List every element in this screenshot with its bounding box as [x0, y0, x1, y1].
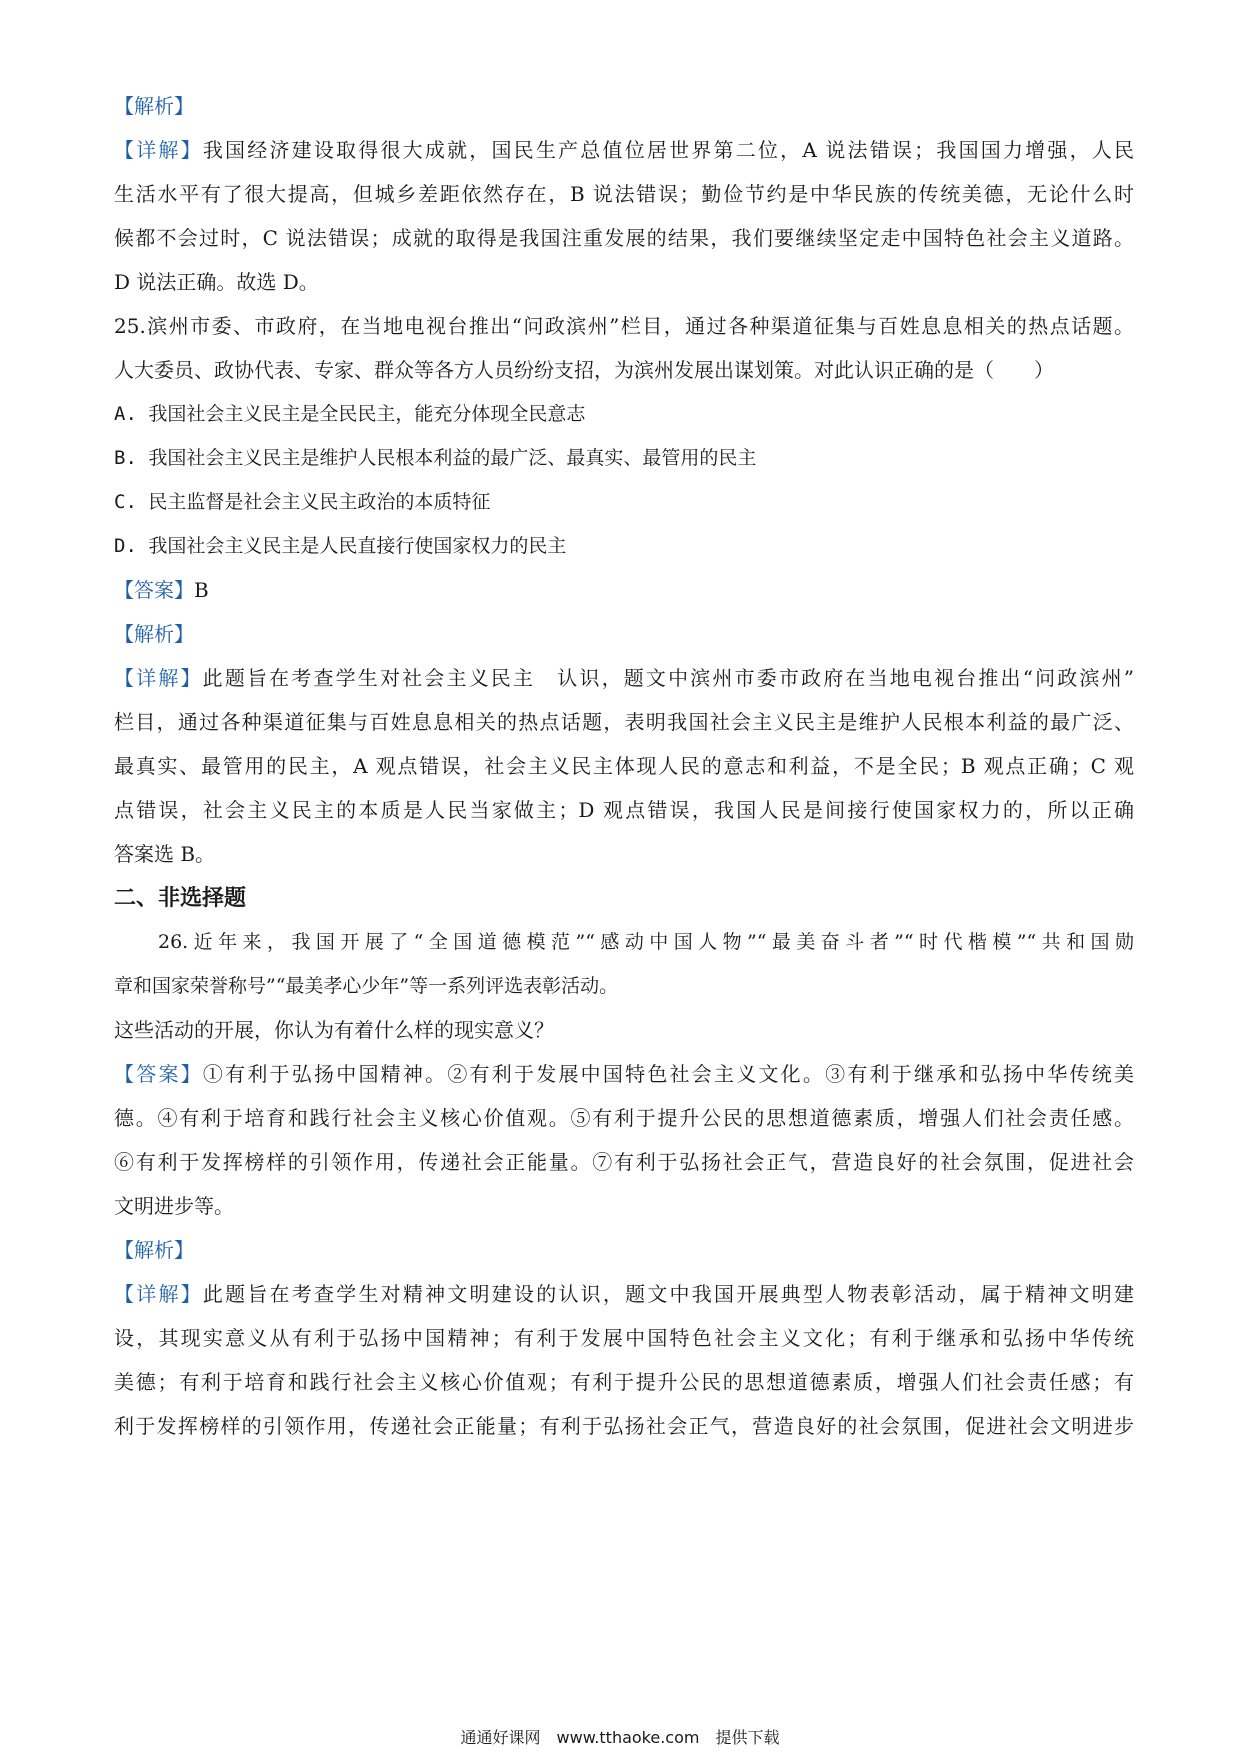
answer-line: 德。④有利于培育和践行社会主义核心价值观。⑤有利于提升公民的思想道德素质，增强人们社会责任感。	[114, 1106, 1134, 1130]
answer-value: B	[194, 578, 209, 602]
detail-line: 美德；有利于培育和践行社会主义核心价值观；有利于提升公民的思想道德素质，增强人们社会责任感；有	[114, 1370, 1134, 1394]
question-25-line: 25.滨州市委、市政府，在当地电视台推出“问政滨州”栏目，通过各种渠道征集与百姓息息相关的热点话题。	[114, 314, 1134, 338]
detail-line: 最真实、最管用的民主，A 观点错误，社会主义民主体现人民的意志和利益，不是全民；B 观点正确；C 观	[114, 754, 1134, 778]
detail-line: 【详解】此题旨在考查学生对精神文明建设的认识，题文中我国开展典型人物表彰活动，属于精神文明建	[114, 1282, 1134, 1306]
detail-line: 【详解】此题旨在考查学生对社会主义民主 认识，题文中滨州市委市政府在当地电视台推出“问政滨州”	[114, 666, 1134, 690]
answer-tag: 【答案】	[114, 578, 194, 602]
detail-line: D 说法正确。故选 D。	[114, 270, 319, 294]
analysis-tag: 【解析】	[114, 622, 194, 646]
option-b: B. 我国社会主义民主是维护人民根本利益的最广泛、最真实、最管用的民主	[114, 447, 757, 469]
detail-line: 利于发挥榜样的引领作用，传递社会正能量；有利于弘扬社会正气，营造良好的社会氛围，促进社会文明进步	[114, 1414, 1134, 1438]
detail-tag: 【详解】	[114, 666, 203, 690]
section-heading: 二、非选择题	[114, 885, 247, 911]
detail-line: 设，其现实意义从有利于弘扬中国精神；有利于发展中国特色社会主义文化；有利于继承和弘扬中华传统	[114, 1326, 1134, 1350]
option-d: D. 我国社会主义民主是人民直接行使国家权力的民主	[114, 535, 567, 557]
answer-tag: 【答案】	[114, 1062, 203, 1086]
page-footer: 通通好课网 www.tthaoke.com 提供下载	[460, 1728, 780, 1747]
answer-line: 文明进步等。	[114, 1194, 234, 1218]
question-26-line: 26.近年来，我国开展了“全国道德模范”“感动中国人物”“最美奋斗者”“时代楷模”“共和国勋	[158, 931, 1134, 953]
detail-line: 【详解】我国经济建设取得很大成就，国民生产总值位居世界第二位，A 说法错误；我国国力增强，人民	[114, 138, 1134, 162]
option-c: C. 民主监督是社会主义民主政治的本质特征	[114, 491, 491, 513]
detail-line: 答案选 B。	[114, 842, 216, 866]
question-26-line: 章和国家荣誉称号”“最美孝心少年”等一系列评选表彰活动。	[114, 975, 619, 997]
detail-line: 生活水平有了很大提高，但城乡差距依然存在，B 说法错误；勤俭节约是中华民族的传统美德，无论什么时	[114, 182, 1134, 206]
answer-line: ⑥有利于发挥榜样的引领作用，传递社会正能量。⑦有利于弘扬社会正气，营造良好的社会氛围，促进社会	[114, 1150, 1134, 1174]
detail-line: 候都不会过时，C 说法错误；成就的取得是我国注重发展的结果，我们要继续坚定走中国特色社会主义道路。	[114, 226, 1134, 250]
question-26-prompt: 这些活动的开展，你认为有着什么样的现实意义？	[114, 1018, 554, 1042]
detail-line: 点错误，社会主义民主的本质是人民当家做主；D 观点错误，我国人民是间接行使国家权力的，所以正确	[114, 798, 1134, 822]
question-25-line: 人大委员、政协代表、专家、群众等各方人员纷纷支招，为滨州发展出谋划策。对此认识正确的是（ ）	[114, 358, 1054, 382]
detail-tag: 【详解】	[114, 1282, 203, 1306]
option-a: A. 我国社会主义民主是全民民主，能充分体现全民意志	[114, 403, 586, 425]
detail-tag: 【详解】	[114, 138, 203, 162]
detail-line: 栏目，通过各种渠道征集与百姓息息相关的热点话题，表明我国社会主义民主是维护人民根本利益的最广泛、	[114, 710, 1134, 734]
answer-line	[114, 576, 1134, 604]
answer-line: 【答案】①有利于弘扬中国精神。②有利于发展中国特色社会主义文化。③有利于继承和弘扬中华传统美	[114, 1062, 1134, 1086]
analysis-tag: 【解析】	[114, 1238, 194, 1262]
analysis-tag: 【解析】	[114, 94, 194, 118]
